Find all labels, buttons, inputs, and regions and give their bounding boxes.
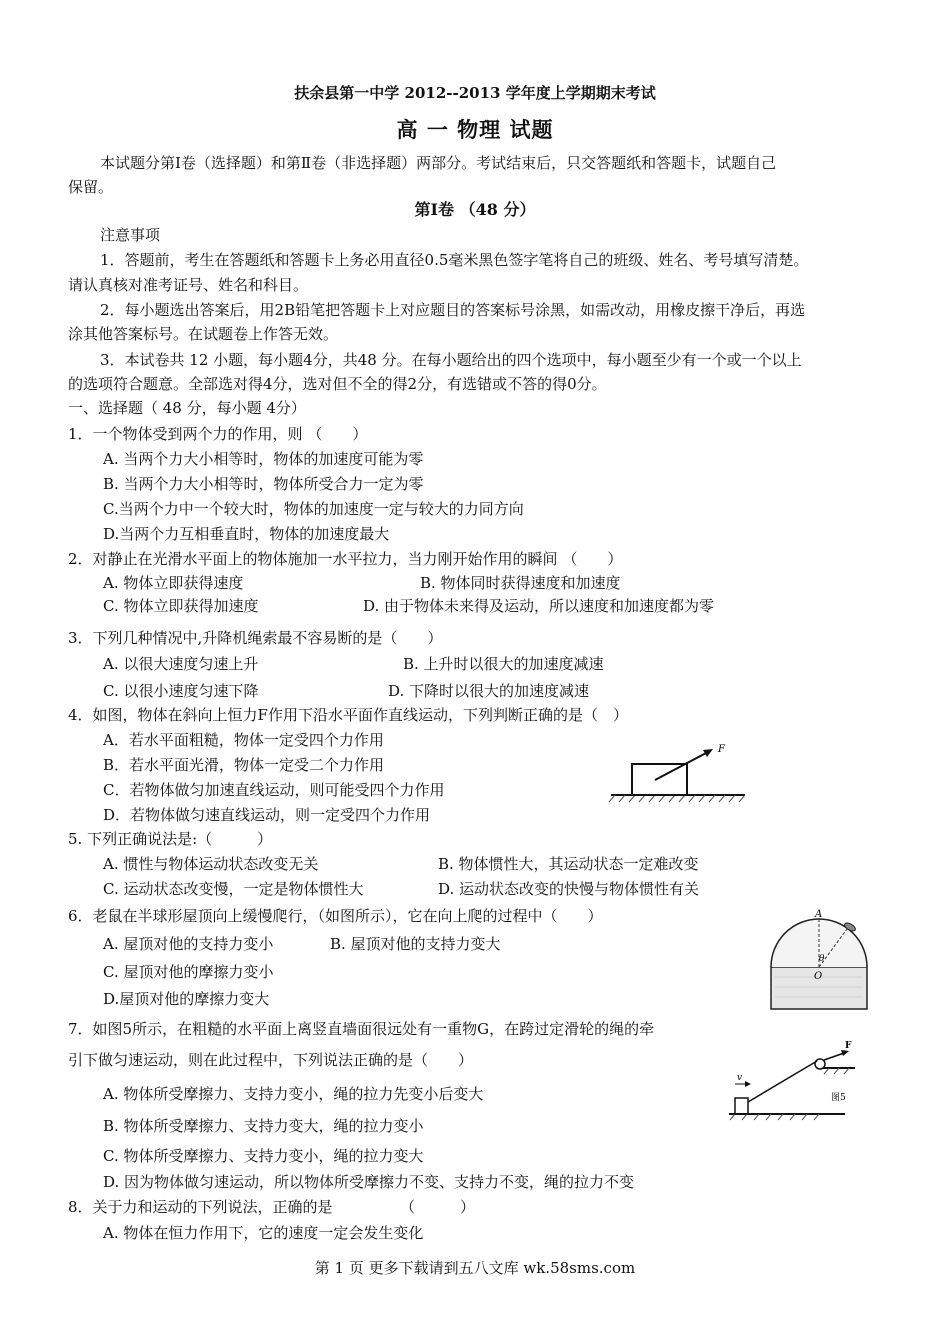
question-7-stem-b: 引下做匀速运动，则在此过程中，下列说法正确的是（ ） xyxy=(68,1051,474,1069)
pulley-figure xyxy=(725,1040,860,1130)
note-1b: 请认真核对准考证号、姓名和科目。 xyxy=(68,276,309,294)
question-5-option-a: A. 惯性与物体运动状态改变无关 xyxy=(103,855,319,873)
note-3a: 3．本试卷共 12 小题，每小题4分，共48 分。在每小题给出的四个选项中，每小题至少有一个或一个以上 xyxy=(100,351,802,369)
question-8-stem: 8．关于力和运动的下列说法，正确的是 （ ） xyxy=(68,1198,476,1216)
note-2a: 2．每小题选出答案后，用2B铅笔把答题卡上对应题目的答案标号涂黑，如需改动，用橡皮擦干净后，再选 xyxy=(100,301,806,319)
note-1a: 1．答题前，考生在答题纸和答题卡上务必用直径0.5毫米黑色签字笔将自己的班级、姓名、考号填写清楚。 xyxy=(100,251,809,269)
question-6-option-d: D.屋顶对他的摩擦力变大 xyxy=(103,990,270,1008)
angle-label: θ xyxy=(819,954,825,964)
question-6-option-c: C. 屋顶对他的摩擦力变小 xyxy=(103,963,274,981)
question-3-option-a: A. 以很大速度匀速上升 xyxy=(103,655,259,673)
force-f-label: F xyxy=(845,1041,852,1051)
notes-title: 注意事项 xyxy=(100,226,161,244)
question-2-option-b: B. 物体同时获得速度和加速度 xyxy=(420,574,621,592)
question-7-stem-a: 7．如图5所示，在粗糙的水平面上离竖直墙面很远处有一重物G，在跨过定滑轮的绳的牵 xyxy=(68,1020,655,1038)
question-2-option-d: D. 由于物体未来得及运动，所以速度和加速度都为零 xyxy=(363,597,715,615)
hemisphere-roof-figure xyxy=(763,907,875,1014)
question-1-option-d: D.当两个力互相垂直时，物体的加速度最大 xyxy=(103,525,390,543)
question-2-option-a: A. 物体立即获得速度 xyxy=(103,574,244,592)
question-6-option-a: A. 屋顶对他的支持力变小 xyxy=(103,935,274,953)
incline-force-figure xyxy=(605,742,755,804)
question-2-stem: 2．对静止在光滑水平面上的物体施加一水平拉力，当力刚开始作用的瞬间 （ ） xyxy=(68,550,623,568)
question-4-stem: 4．如图，物体在斜向上恒力F作用下沿水平面作直线运动，下列判断正确的是（ ） xyxy=(68,706,628,724)
figure-5-label: 图5 xyxy=(831,1093,846,1103)
question-1-option-b: B. 当两个力大小相等时，物体所受合力一定为零 xyxy=(103,475,424,493)
intro-line-1: 本试题分第Ⅰ卷（选择题）和第Ⅱ卷（非选择题）两部分。考试结束后，只交答题纸和答题卡，试题自己 xyxy=(100,154,777,172)
point-a-label: A xyxy=(815,909,823,920)
question-5-option-c: C. 运动状态改变慢，一定是物体惯性大 xyxy=(103,880,364,898)
exam-title: 扶余县第一中学 2012--2013 学年度上学期期末考试 xyxy=(294,84,656,102)
section-title: 第Ⅰ卷 （48 分） xyxy=(414,200,536,219)
question-4-option-c: C．若物体做匀加速直线运动，则可能受四个力作用 xyxy=(103,781,445,799)
page-footer: 第 1 页 更多下载请到五八文库 wk.58sms.com xyxy=(314,1259,636,1277)
question-4-option-a: A．若水平面粗糙，物体一定受四个力作用 xyxy=(103,731,384,749)
question-3-option-b: B. 上升时以很大的加速度减速 xyxy=(403,655,604,673)
intro-line-2: 保留。 xyxy=(68,178,114,196)
question-3-option-d: D. 下降时以很大的加速度减速 xyxy=(388,682,590,700)
question-3-option-c: C. 以很小速度匀速下降 xyxy=(103,682,259,700)
page-title: 高 一 物理 试题 xyxy=(396,117,554,142)
question-7-option-c: C. 物体所受摩擦力、支持力变小，绳的拉力变大 xyxy=(103,1147,424,1165)
point-o-label: O xyxy=(814,971,823,982)
question-1-stem: 1．一个物体受到两个力的作用，则 （ ） xyxy=(68,425,368,443)
question-1-option-c: C.当两个力中一个较大时，物体的加速度一定与较大的力同方向 xyxy=(103,500,524,518)
question-7-option-d: D. 因为物体做匀速运动，所以物体所受摩擦力不变、支持力不变，绳的拉力不变 xyxy=(103,1173,635,1191)
question-6-option-b: B. 屋顶对他的支持力变大 xyxy=(330,935,501,953)
question-8-option-a: A. 物体在恒力作用下，它的速度一定会发生变化 xyxy=(103,1224,424,1242)
question-6-stem: 6．老鼠在半球形屋顶向上缓慢爬行，（如图所示），它在向上爬的过程中（ ） xyxy=(68,907,603,925)
question-4-option-b: B．若水平面光滑，物体一定受二个力作用 xyxy=(103,756,385,774)
question-5-stem: 5. 下列正确说法是:（ ） xyxy=(68,830,273,848)
velocity-label: v xyxy=(737,1073,743,1083)
note-3b: 的选项符合题意。全部选对得4分，选对但不全的得2分，有选错或不答的得0分。 xyxy=(68,375,607,393)
question-3-stem: 3．下列几种情况中,升降机绳索最不容易断的是（ ） xyxy=(68,629,443,647)
force-label: F xyxy=(718,744,725,755)
question-7-option-b: B. 物体所受摩擦力、支持力变大，绳的拉力变小 xyxy=(103,1117,424,1135)
question-1-option-a: A. 当两个力大小相等时，物体的加速度可能为零 xyxy=(103,450,424,468)
note-2b: 涂其他答案标号。在试题卷上作答无效。 xyxy=(68,325,339,343)
question-7-option-a: A. 物体所受摩擦力、支持力变小，绳的拉力先变小后变大 xyxy=(103,1085,484,1103)
question-5-option-b: B. 物体惯性大，其运动状态一定难改变 xyxy=(438,855,699,873)
question-2-option-c: C. 物体立即获得加速度 xyxy=(103,597,259,615)
question-5-option-d: D. 运动状态改变的快慢与物体惯性有关 xyxy=(438,880,700,898)
part-title: 一、选择题（ 48 分，每小题 4分） xyxy=(68,399,306,417)
question-4-option-d: D．若物体做匀速直线运动，则一定受四个力作用 xyxy=(103,806,431,824)
